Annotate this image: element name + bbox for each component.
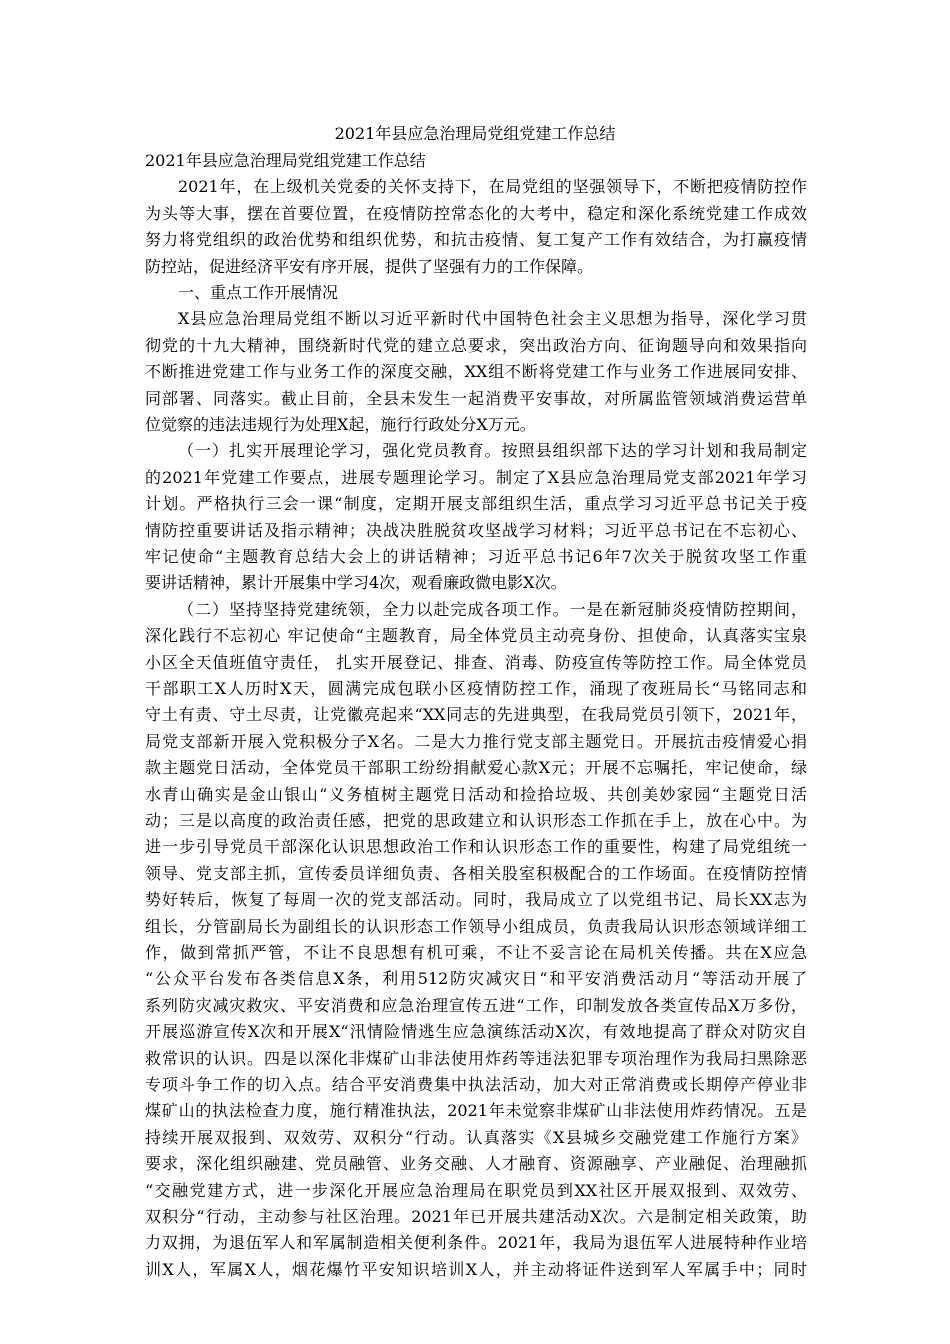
body-line: （二）坚持坚持党建统领，全力以赴完成各项工作。一是在新冠肺炎疫情防控期间， xyxy=(178,599,807,619)
body-line: 位觉察的违法违规行为处理X起，施行行政处分X万元。 xyxy=(145,415,536,434)
body-line: 要讲话精神，累计开展集中学习4次，观看廉政微电影X次。 xyxy=(145,573,567,593)
body-line: 款主题党日活动，全体党员干部职工纷纷捐献爱心款X元；开展不忘嘱托，牢记使命，绿 xyxy=(145,758,807,778)
body-line: 彻党的十九大精神，围绕新时代党的建立总要求，突出政治方向、征询题导向和效果指向 xyxy=(145,335,807,355)
body-line: 小区全天值班值守责任， 扎实开展登记、排查、消毒、防疫宣传等防控工作。局全体党员 xyxy=(145,652,807,672)
body-line: 牢记使命“主题教育总结大会上的讲话精神；习近平总书记6年7次关于脱贫攻坚工作重 xyxy=(145,547,807,566)
body-line: 同部署、同落实。截止目前，全县未发生一起消费平安事故，对所属监管领域消费运营单 xyxy=(145,388,807,408)
body-line: “公众平台发布各类信息X条，利用512防灾减灾日“和平安消费活动月“等活动开展了 xyxy=(145,969,807,989)
body-line: “交融党建方式，进一步深化开展应急治理局在职党员到XX社区开展双报到、双效劳、 xyxy=(145,1180,807,1200)
body-line: 情防控重要讲话及指示精神；决战决胜脱贫攻坚战学习材料；习近平总书记在不忘初心、 xyxy=(145,520,807,540)
body-line: 防控站，促进经济平安有序开展，提供了坚强有力的工作保障。 xyxy=(145,256,594,276)
body-line: 为头等大事，摆在首要位置，在疫情防控常态化的大考中，稳定和深化系统党建工作成效 xyxy=(145,203,807,223)
body-line: 局党支部新开展入党积极分子X名。二是大力推行党支部主题党日。开展抗击疫情爱心捐 xyxy=(145,731,807,751)
body-line: 干部职工X人历时X天，圆满完成包联小区疫情防控工作，涌现了夜班局长“马铭同志和 xyxy=(145,679,807,698)
body-line: 计划。严格执行三会一课“制度，定期开展支部组织生活，重点学习习近平总书记关于疫 xyxy=(145,494,807,514)
body-line: 不断推进党建工作与业务工作的深度交融，XX组不断将党建工作与业务工作进展同安排、 xyxy=(145,362,807,382)
body-line: 煤矿山的执法检查力度，施行精准执法，2021年未觉察非煤矿山非法使用炸药情况。五是 xyxy=(145,1101,807,1121)
body-line: 动；三是以高度的政治责任感，把党的思政建立和认识形态工作抓在手上，放在心中。为 xyxy=(145,811,807,830)
body-line: （一）扎实开展理论学习，强化党员教育。按照县组织部下达的学习计划和我局制定 xyxy=(178,441,807,461)
body-line: 双积分“行动，主动参与社区治理。2021年已开展共建活动X次。六是制定相关政策，助 xyxy=(145,1207,807,1226)
body-line: 进一步引导党员干部深化认识思想政治工作和认识形态工作的重要性，构建了局党组统一 xyxy=(145,837,807,857)
body-line: 作，做到常抓严管，不让不良思想有机可乘，不让不妥言论在局机关传播。共在X应急 xyxy=(145,943,807,962)
body-line: 系列防灾减灾救灾、平安消费和应急治理宣传五进“工作，印制发放各类宣传品X万多份， xyxy=(145,995,807,1015)
body-line: 势好转后，恢复了每周一次的党支部活动。同时，我局成立了以党组书记、局长XX志为 xyxy=(145,890,807,910)
body-line: 的2021年党建工作要点，进展专题理论学习。制定了X县应急治理局党支部2021年学习 xyxy=(145,467,807,487)
body-line: 守土有责、守土尽责，让党徽亮起来“XX同志的先进典型，在我局党员引领下，2021年， xyxy=(145,705,807,725)
body-line: 努力将党组织的政治优势和组织优势，和抗击疫情、复工复产工作有效结合，为打赢疫情 xyxy=(145,230,807,250)
body-line: 力双拥，为退伍军人和军属制造相关便利条件。2021年，我局为退伍军人进展特种作业培 xyxy=(145,1233,807,1253)
body-line: X县应急治理局党组不断以习近平新时代中国特色社会主义思想为指导，深化学习贯 xyxy=(178,309,807,329)
body-line: 训X人，军属X人，烟花爆竹平安知识培训X人，并主动将证件送到军人军属手中；同时 xyxy=(145,1259,807,1279)
body-line: 开展巡游宣传X次和开展X“汛情险情逃生应急演练活动X次，有效地提高了群众对防灾自 xyxy=(145,1022,807,1042)
body-line: 水青山确实是金山银山“义务植树主题党日活动和捡拾垃圾、共创美妙家园“主题党日活 xyxy=(145,784,807,804)
document-title: 2021年县应急治理局党组党建工作总结 xyxy=(334,124,616,143)
document-subtitle: 2021年县应急治理局党组党建工作总结 xyxy=(145,151,426,170)
body-line: 救常识的认识。四是以深化非煤矿山非法使用炸药等违法犯罪专项治理作为我局扫黑除恶 xyxy=(145,1048,807,1068)
body-line: 一、重点工作开展情况 xyxy=(178,283,339,302)
body-line: 专项斗争工作的切入点。结合平安消费集中执法活动，加大对正常消费或长期停产停业非 xyxy=(145,1075,807,1094)
body-line: 深化践行不忘初心 牢记使命“主题教育，局全体党员主动亮身份、担使命，认真落实宝泉 xyxy=(145,626,807,646)
body-line: 组长，分管副局长为副组长的认识形态工作领导小组成员，负责我局认识形态领域详细工 xyxy=(145,916,807,936)
body-line: 领导、党支部主抓，宣传委员详细负责、各相关股室积极配合的工作场面。在疫情防控情 xyxy=(145,863,807,883)
body-line: 持续开展双报到、双效劳、双积分“行动。认真落实《X县城乡交融党建工作施行方案》 xyxy=(145,1127,807,1147)
body-line: 要求，深化组织融建、党员融管、业务交融、人才融育、资源融享、产业融促、治理融抓 xyxy=(145,1154,807,1174)
body-line: 2021年，在上级机关党委的关怀支持下，在局党组的坚强领导下，不断把疫情防控作 xyxy=(178,177,807,197)
